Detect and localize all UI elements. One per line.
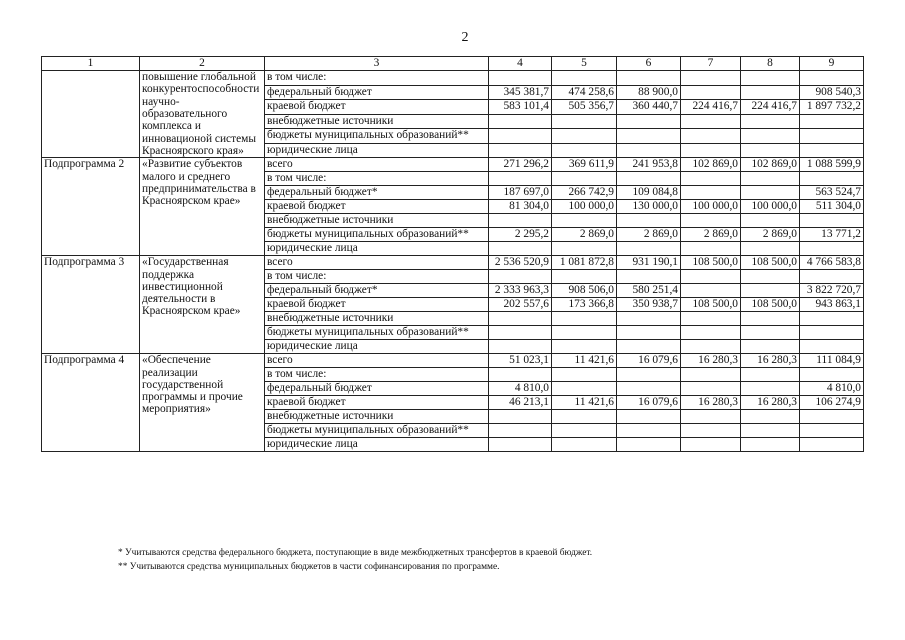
value-cell (617, 438, 681, 452)
table-body (42, 57, 864, 452)
table-row (42, 256, 864, 270)
value-cell: 173 366,8 (552, 298, 617, 312)
footnotes (118, 546, 592, 574)
value-cell (617, 410, 681, 424)
value-cell: 16 079,6 (617, 396, 681, 410)
header-cell: 3 (265, 57, 489, 71)
value-cell: 3 822 720,7 (800, 284, 864, 298)
value-cell: 474 258,6 (552, 85, 617, 100)
value-cell (489, 368, 552, 382)
value-cell (681, 312, 741, 326)
value-cell (617, 172, 681, 186)
value-cell: 16 280,3 (681, 354, 741, 368)
value-cell (552, 326, 617, 340)
value-cell (741, 368, 800, 382)
value-cell (800, 438, 864, 452)
page-number: 2 (461, 30, 469, 45)
value-cell: 931 190,1 (617, 256, 681, 270)
value-cell: 187 697,0 (489, 186, 552, 200)
value-cell (800, 214, 864, 228)
value-cell (552, 312, 617, 326)
value-cell (800, 129, 864, 144)
program-description-cell: «Развитие субъектов малого и среднего предпринимательства в Красноярском крае» (140, 158, 265, 256)
value-cell (489, 270, 552, 284)
value-cell: 1 081 872,8 (552, 256, 617, 270)
header-cell: 7 (681, 57, 741, 71)
value-cell: 224 416,7 (741, 100, 800, 115)
value-cell: 11 421,6 (552, 396, 617, 410)
value-cell (617, 340, 681, 354)
value-cell (741, 410, 800, 424)
value-cell (800, 270, 864, 284)
value-cell (741, 242, 800, 256)
program-cell (42, 71, 140, 158)
funding-source-cell: внебюджетные источники (265, 114, 489, 129)
funding-source-cell: в том числе: (265, 71, 489, 86)
program-cell: Подпрограмма 2 (42, 158, 140, 256)
value-cell (800, 340, 864, 354)
funding-source-cell: федеральный бюджет (265, 382, 489, 396)
value-cell: 908 506,0 (552, 284, 617, 298)
value-cell: 2 869,0 (741, 228, 800, 242)
value-cell (800, 242, 864, 256)
value-cell (741, 340, 800, 354)
value-cell (681, 85, 741, 100)
value-cell: 583 101,4 (489, 100, 552, 115)
value-cell (489, 129, 552, 144)
value-cell (552, 114, 617, 129)
value-cell (617, 143, 681, 158)
value-cell (552, 410, 617, 424)
funding-source-cell: всего (265, 354, 489, 368)
value-cell (617, 424, 681, 438)
value-cell (617, 71, 681, 86)
funding-source-cell: юридические лица (265, 242, 489, 256)
value-cell (800, 424, 864, 438)
value-cell (800, 71, 864, 86)
value-cell (489, 143, 552, 158)
value-cell: 108 500,0 (681, 298, 741, 312)
value-cell: 111 084,9 (800, 354, 864, 368)
value-cell (617, 312, 681, 326)
value-cell: 511 304,0 (800, 200, 864, 214)
value-cell: 2 869,0 (681, 228, 741, 242)
value-cell (681, 438, 741, 452)
footnote-municipal: ** Учитываются средства муниципальных бюджетов в части софинансирования по программе. (118, 562, 500, 572)
value-cell (681, 410, 741, 424)
value-cell (489, 214, 552, 228)
value-cell (552, 382, 617, 396)
value-cell: 102 869,0 (681, 158, 741, 172)
funding-source-cell: федеральный бюджет* (265, 186, 489, 200)
value-cell: 360 440,7 (617, 100, 681, 115)
value-cell (741, 270, 800, 284)
value-cell: 11 421,6 (552, 354, 617, 368)
budget-table (41, 56, 864, 452)
value-cell (741, 172, 800, 186)
value-cell (681, 129, 741, 144)
funding-source-cell: внебюджетные источники (265, 214, 489, 228)
value-cell (489, 438, 552, 452)
value-cell (489, 410, 552, 424)
header-cell: 1 (42, 57, 140, 71)
value-cell (681, 382, 741, 396)
funding-source-cell: федеральный бюджет* (265, 284, 489, 298)
value-cell: 109 084,8 (617, 186, 681, 200)
value-cell: 505 356,7 (552, 100, 617, 115)
value-cell (552, 242, 617, 256)
value-cell (489, 312, 552, 326)
value-cell (552, 340, 617, 354)
value-cell: 16 280,3 (741, 354, 800, 368)
value-cell (681, 368, 741, 382)
value-cell: 350 938,7 (617, 298, 681, 312)
value-cell (552, 172, 617, 186)
value-cell (800, 172, 864, 186)
program-cell: Подпрограмма 4 (42, 354, 140, 452)
value-cell (552, 368, 617, 382)
value-cell: 108 500,0 (741, 256, 800, 270)
value-cell (800, 143, 864, 158)
value-cell: 241 953,8 (617, 158, 681, 172)
value-cell (552, 438, 617, 452)
value-cell: 908 540,3 (800, 85, 864, 100)
value-cell: 13 771,2 (800, 228, 864, 242)
value-cell: 51 023,1 (489, 354, 552, 368)
value-cell (489, 424, 552, 438)
value-cell (741, 382, 800, 396)
value-cell (489, 340, 552, 354)
value-cell (681, 270, 741, 284)
value-cell (617, 242, 681, 256)
value-cell: 100 000,0 (681, 200, 741, 214)
funding-source-cell: краевой бюджет (265, 100, 489, 115)
value-cell: 563 524,7 (800, 186, 864, 200)
value-cell: 100 000,0 (552, 200, 617, 214)
funding-source-cell: бюджеты муниципальных образований** (265, 129, 489, 144)
value-cell: 88 900,0 (617, 85, 681, 100)
value-cell (489, 114, 552, 129)
value-cell (741, 424, 800, 438)
value-cell: 580 251,4 (617, 284, 681, 298)
value-cell: 266 742,9 (552, 186, 617, 200)
value-cell (741, 186, 800, 200)
value-cell (800, 368, 864, 382)
value-cell (617, 270, 681, 284)
value-cell: 46 213,1 (489, 396, 552, 410)
funding-source-cell: юридические лица (265, 340, 489, 354)
funding-source-cell: бюджеты муниципальных образований** (265, 424, 489, 438)
value-cell (741, 284, 800, 298)
funding-source-cell: внебюджетные источники (265, 312, 489, 326)
value-cell (741, 71, 800, 86)
value-cell (552, 214, 617, 228)
header-cell: 6 (617, 57, 681, 71)
value-cell: 100 000,0 (741, 200, 800, 214)
value-cell (681, 172, 741, 186)
header-cell: 2 (140, 57, 265, 71)
value-cell (800, 114, 864, 129)
value-cell: 1 897 732,2 (800, 100, 864, 115)
value-cell (800, 312, 864, 326)
program-description-cell: «Обеспечение реализации государственной программы и прочие мероприятия» (140, 354, 265, 452)
value-cell (741, 214, 800, 228)
funding-source-cell: в том числе: (265, 270, 489, 284)
value-cell: 2 536 520,9 (489, 256, 552, 270)
funding-source-cell: юридические лица (265, 438, 489, 452)
value-cell (681, 242, 741, 256)
value-cell: 108 500,0 (681, 256, 741, 270)
table-row (42, 71, 864, 86)
value-cell: 108 500,0 (741, 298, 800, 312)
funding-source-cell: юридические лица (265, 143, 489, 158)
value-cell: 4 810,0 (800, 382, 864, 396)
value-cell: 106 274,9 (800, 396, 864, 410)
value-cell (617, 382, 681, 396)
value-cell (681, 284, 741, 298)
value-cell (681, 424, 741, 438)
value-cell (489, 242, 552, 256)
header-cell: 9 (800, 57, 864, 71)
header-row (42, 57, 864, 71)
value-cell: 16 079,6 (617, 354, 681, 368)
value-cell: 16 280,3 (741, 396, 800, 410)
value-cell: 1 088 599,9 (800, 158, 864, 172)
table-row (42, 158, 864, 172)
value-cell: 369 611,9 (552, 158, 617, 172)
value-cell (489, 71, 552, 86)
funding-source-cell: краевой бюджет (265, 298, 489, 312)
program-cell: Подпрограмма 3 (42, 256, 140, 354)
value-cell (617, 326, 681, 340)
value-cell: 4 766 583,8 (800, 256, 864, 270)
value-cell (617, 368, 681, 382)
funding-source-cell: бюджеты муниципальных образований** (265, 228, 489, 242)
value-cell: 2 869,0 (617, 228, 681, 242)
value-cell (800, 410, 864, 424)
funding-source-cell: внебюджетные источники (265, 410, 489, 424)
value-cell (617, 129, 681, 144)
funding-source-cell: всего (265, 256, 489, 270)
value-cell (617, 114, 681, 129)
value-cell: 2 295,2 (489, 228, 552, 242)
value-cell: 130 000,0 (617, 200, 681, 214)
program-description-cell: повышение глобальной конкурентоспособности научно-образовательного комплекса и инновационой системы Красноярского края» (140, 71, 265, 158)
funding-source-cell: федеральный бюджет (265, 85, 489, 100)
value-cell: 345 381,7 (489, 85, 552, 100)
funding-source-cell: всего (265, 158, 489, 172)
value-cell: 2 333 963,3 (489, 284, 552, 298)
value-cell: 224 416,7 (681, 100, 741, 115)
funding-source-cell: краевой бюджет (265, 200, 489, 214)
header-cell: 8 (741, 57, 800, 71)
value-cell (681, 71, 741, 86)
program-description-cell: «Государственная поддержка инвестиционной деятельности в Красноярском крае» (140, 256, 265, 354)
footnote-federal: * Учитываются средства федерального бюджета, поступающие в виде межбюджетных трансфертов в краевой бюджет. (118, 548, 593, 558)
header-cell: 4 (489, 57, 552, 71)
value-cell: 81 304,0 (489, 200, 552, 214)
value-cell: 2 869,0 (552, 228, 617, 242)
value-cell (741, 129, 800, 144)
value-cell (681, 143, 741, 158)
value-cell (800, 326, 864, 340)
value-cell (552, 71, 617, 86)
value-cell (489, 326, 552, 340)
value-cell (552, 270, 617, 284)
table-row (42, 354, 864, 368)
value-cell (489, 172, 552, 186)
value-cell (681, 214, 741, 228)
value-cell (741, 438, 800, 452)
value-cell (681, 340, 741, 354)
value-cell (681, 186, 741, 200)
value-cell: 4 810,0 (489, 382, 552, 396)
value-cell: 202 557,6 (489, 298, 552, 312)
funding-source-cell: бюджеты муниципальных образований** (265, 326, 489, 340)
funding-source-cell: краевой бюджет (265, 396, 489, 410)
value-cell (741, 312, 800, 326)
value-cell (741, 85, 800, 100)
header-cell: 5 (552, 57, 617, 71)
value-cell (552, 143, 617, 158)
funding-source-cell: в том числе: (265, 368, 489, 382)
value-cell (741, 114, 800, 129)
value-cell (681, 326, 741, 340)
value-cell: 943 863,1 (800, 298, 864, 312)
value-cell: 271 296,2 (489, 158, 552, 172)
value-cell: 16 280,3 (681, 396, 741, 410)
value-cell (617, 214, 681, 228)
value-cell (741, 143, 800, 158)
value-cell: 102 869,0 (741, 158, 800, 172)
value-cell (552, 129, 617, 144)
value-cell (741, 326, 800, 340)
funding-source-cell: в том числе: (265, 172, 489, 186)
value-cell (552, 424, 617, 438)
value-cell (681, 114, 741, 129)
